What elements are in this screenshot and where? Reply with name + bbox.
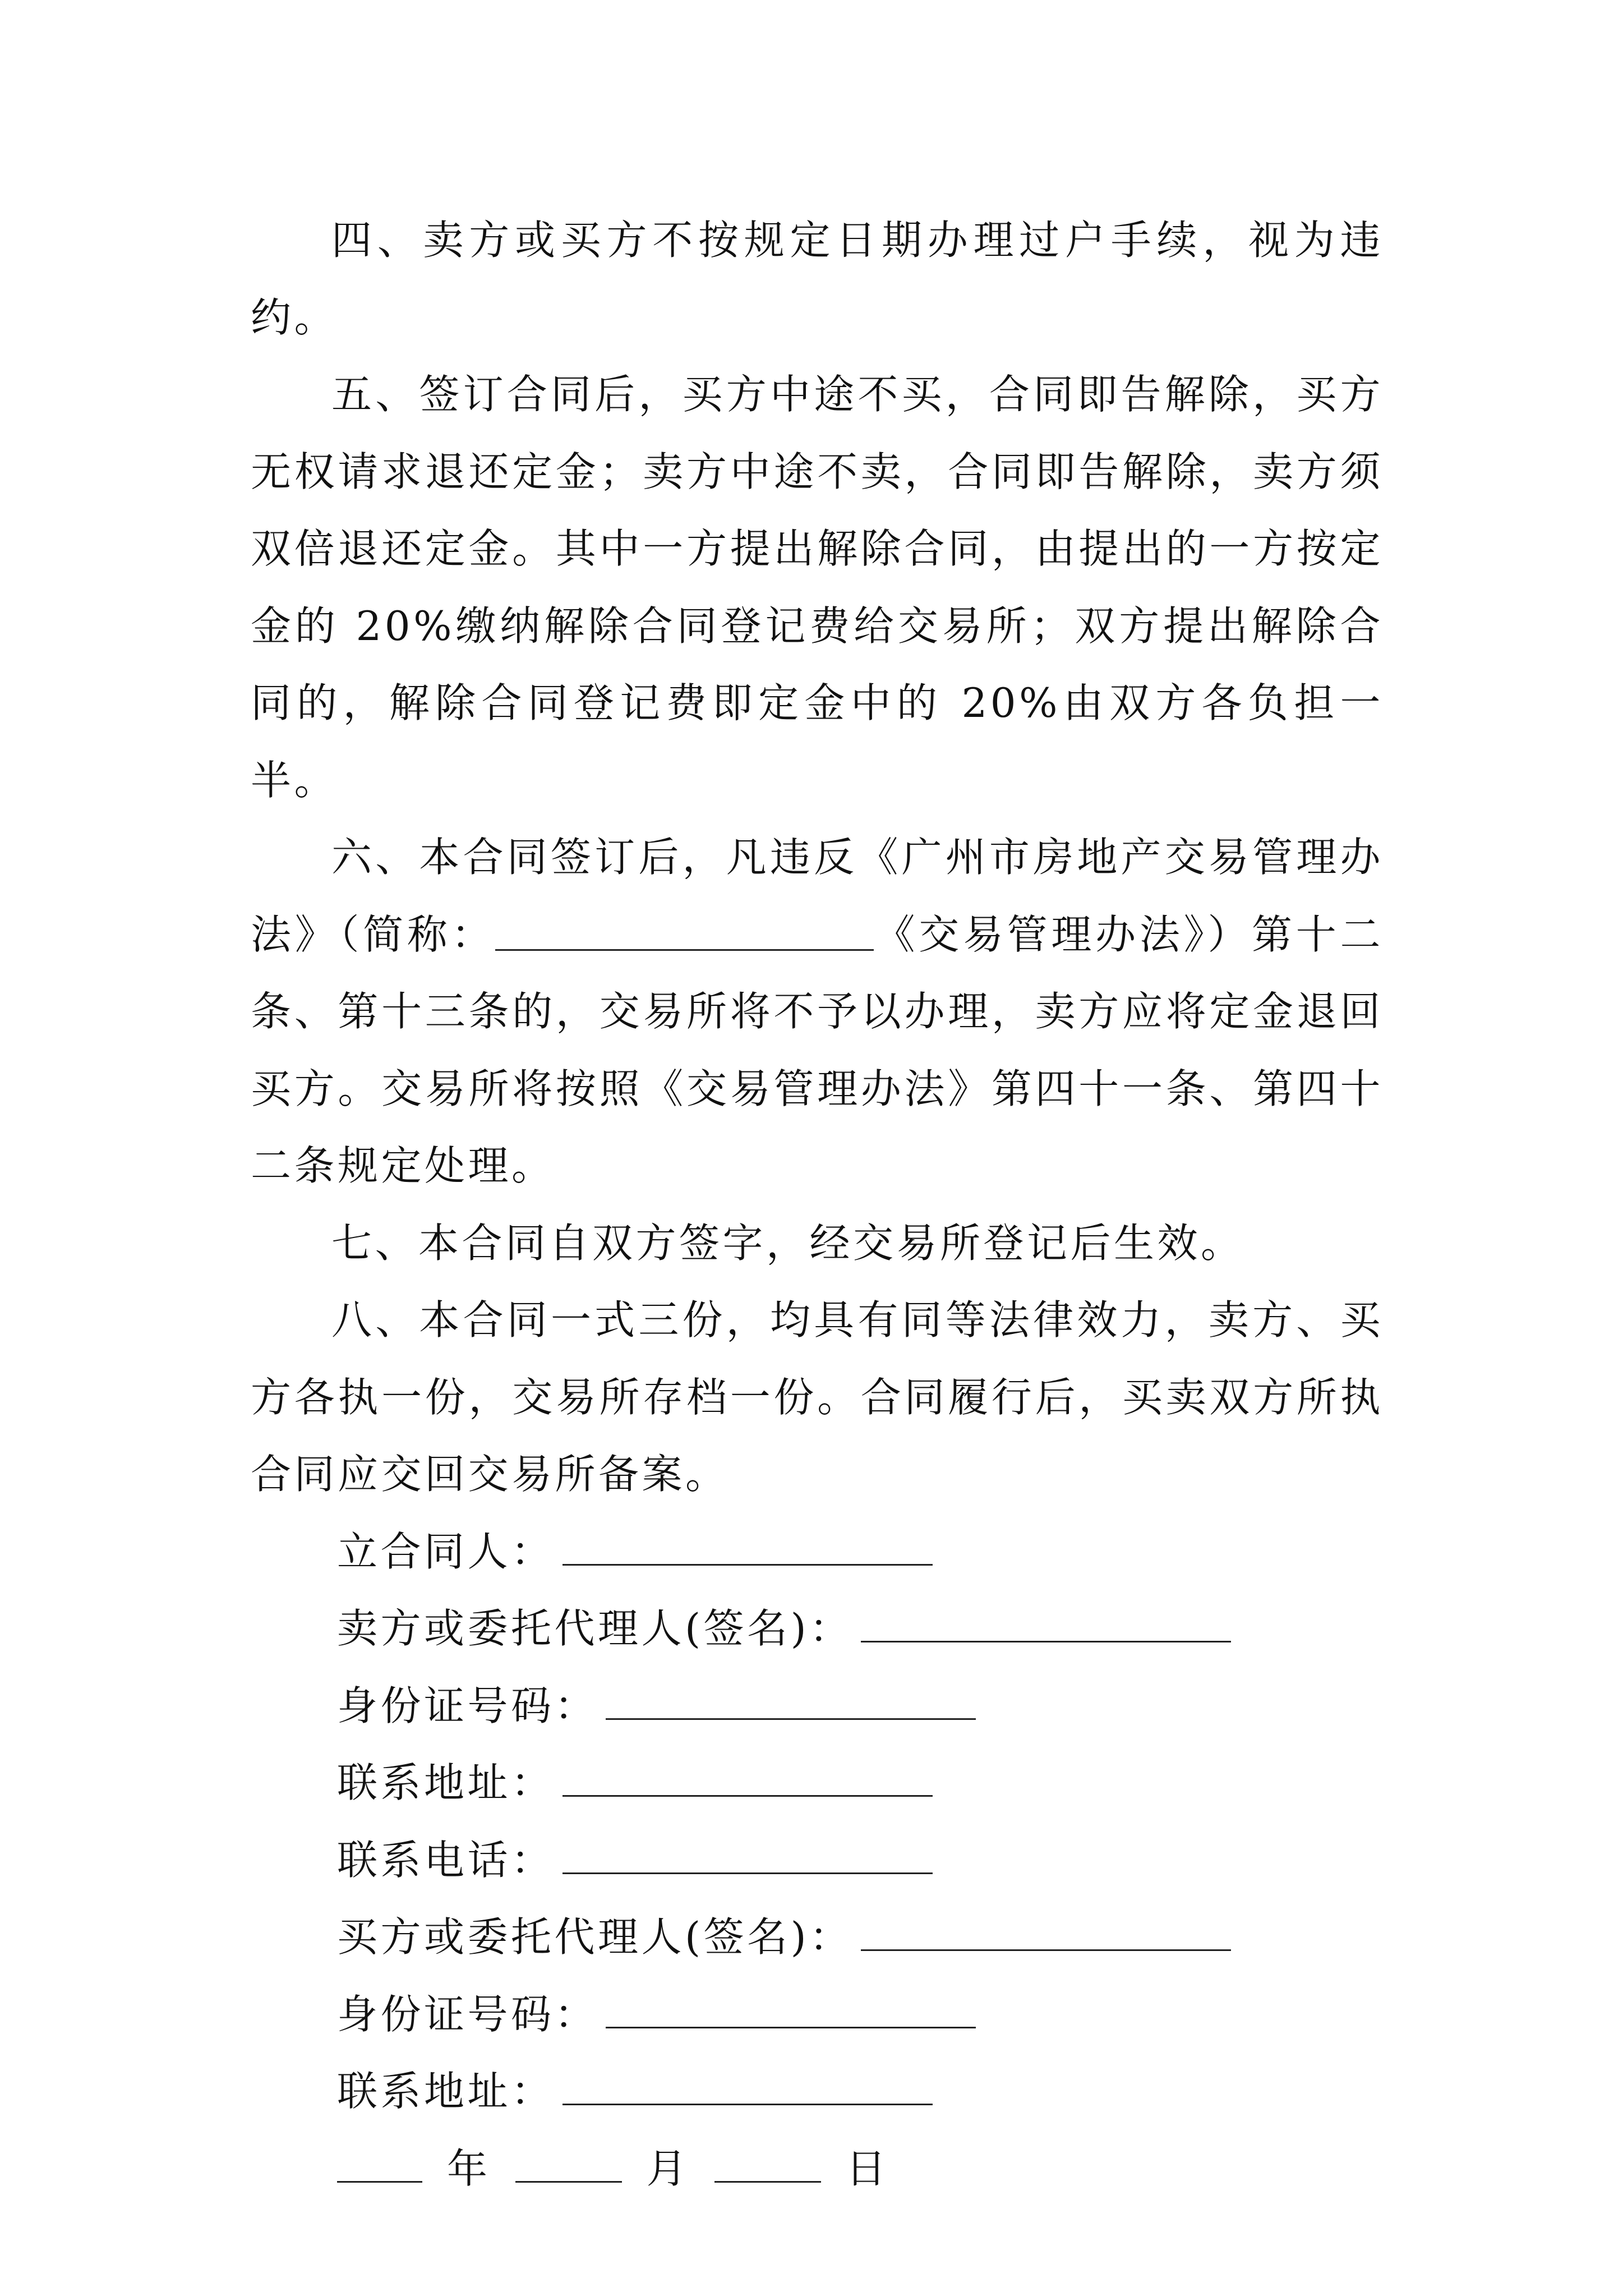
field-label: 身份证号码： [337, 1682, 598, 1729]
field-label: 卖方或委托代理人(签名)： [337, 1605, 853, 1652]
seller-phone-field [251, 1822, 1384, 1899]
day-blank[interactable] [714, 2148, 821, 2183]
contract-body [251, 202, 1384, 2207]
seller-id-blank[interactable] [606, 1686, 976, 1720]
signing-date [251, 2131, 1384, 2208]
buyer-signature-blank[interactable] [861, 1917, 1231, 1951]
seller-address-blank[interactable] [562, 1763, 933, 1797]
buyer-id-blank[interactable] [606, 1994, 976, 2028]
clause-6-part1: 六、本合同签订后，凡违反《广州市房地产交易管理办法》（简称： [251, 834, 1384, 958]
buyer-signature-field [251, 1899, 1384, 1976]
seller-signature-field [251, 1590, 1384, 1668]
field-label: 联系地址： [337, 1759, 555, 1806]
field-label: 联系电话： [337, 1836, 555, 1884]
clause-4: 四、卖方或买方不按规定日期办理过户手续，视为违约。 [251, 217, 1384, 341]
contract-party-blank[interactable] [562, 1531, 933, 1566]
clause-6-part2: 《交易管理办法》）第十二条、第十三条的，交易所将不予以办理，卖方应将定金退回买方。交易所将按照《交易管理办法》第四十一条、第四十二条规定处理。 [251, 910, 1384, 1189]
field-label: 买方或委托代理人(签名)： [337, 1913, 853, 1961]
year-label: 年 [447, 2145, 491, 2192]
field-label: 立合同人： [337, 1527, 555, 1575]
clause-8: 八、本合同一式三份，均具有同等法律效力，卖方、买方各执一份，交易所存档一份。合同履行后，买卖双方所执合同应交回交易所备案。 [251, 1296, 1384, 1498]
month-label: 月 [646, 2145, 690, 2192]
clause-6 [251, 819, 1384, 1205]
buyer-id-field [251, 1976, 1384, 2054]
buyer-address-blank[interactable] [562, 2071, 933, 2105]
field-label: 联系地址： [337, 2068, 555, 2115]
clause-7: 七、本合同自双方签字，经交易所登记后生效。 [331, 1219, 1244, 1267]
contract-party-field [251, 1513, 1384, 1591]
field-label: 身份证号码： [337, 1990, 598, 2038]
seller-id-field [251, 1668, 1384, 1745]
year-blank[interactable] [337, 2148, 422, 2183]
clause-5: 五、签订合同后，买方中途不买，合同即告解除，买方无权请求退还定金；卖方中途不卖，合同即告解除，卖方须双倍退还定金。其中一方提出解除合同，由提出的一方按定金的 20%缴纳解除合同登记费给交易所；双方提出解除合同的，解除合同登记费即定金中的 20%由双方各负担一半。 [251, 371, 1384, 804]
abbreviation-blank[interactable] [495, 917, 874, 951]
month-blank[interactable] [515, 2148, 622, 2183]
buyer-address-field [251, 2053, 1384, 2131]
seller-phone-blank[interactable] [562, 1840, 933, 1874]
day-label: 日 [846, 2145, 889, 2192]
seller-address-field [251, 1745, 1384, 1822]
seller-signature-blank[interactable] [861, 1608, 1231, 1642]
